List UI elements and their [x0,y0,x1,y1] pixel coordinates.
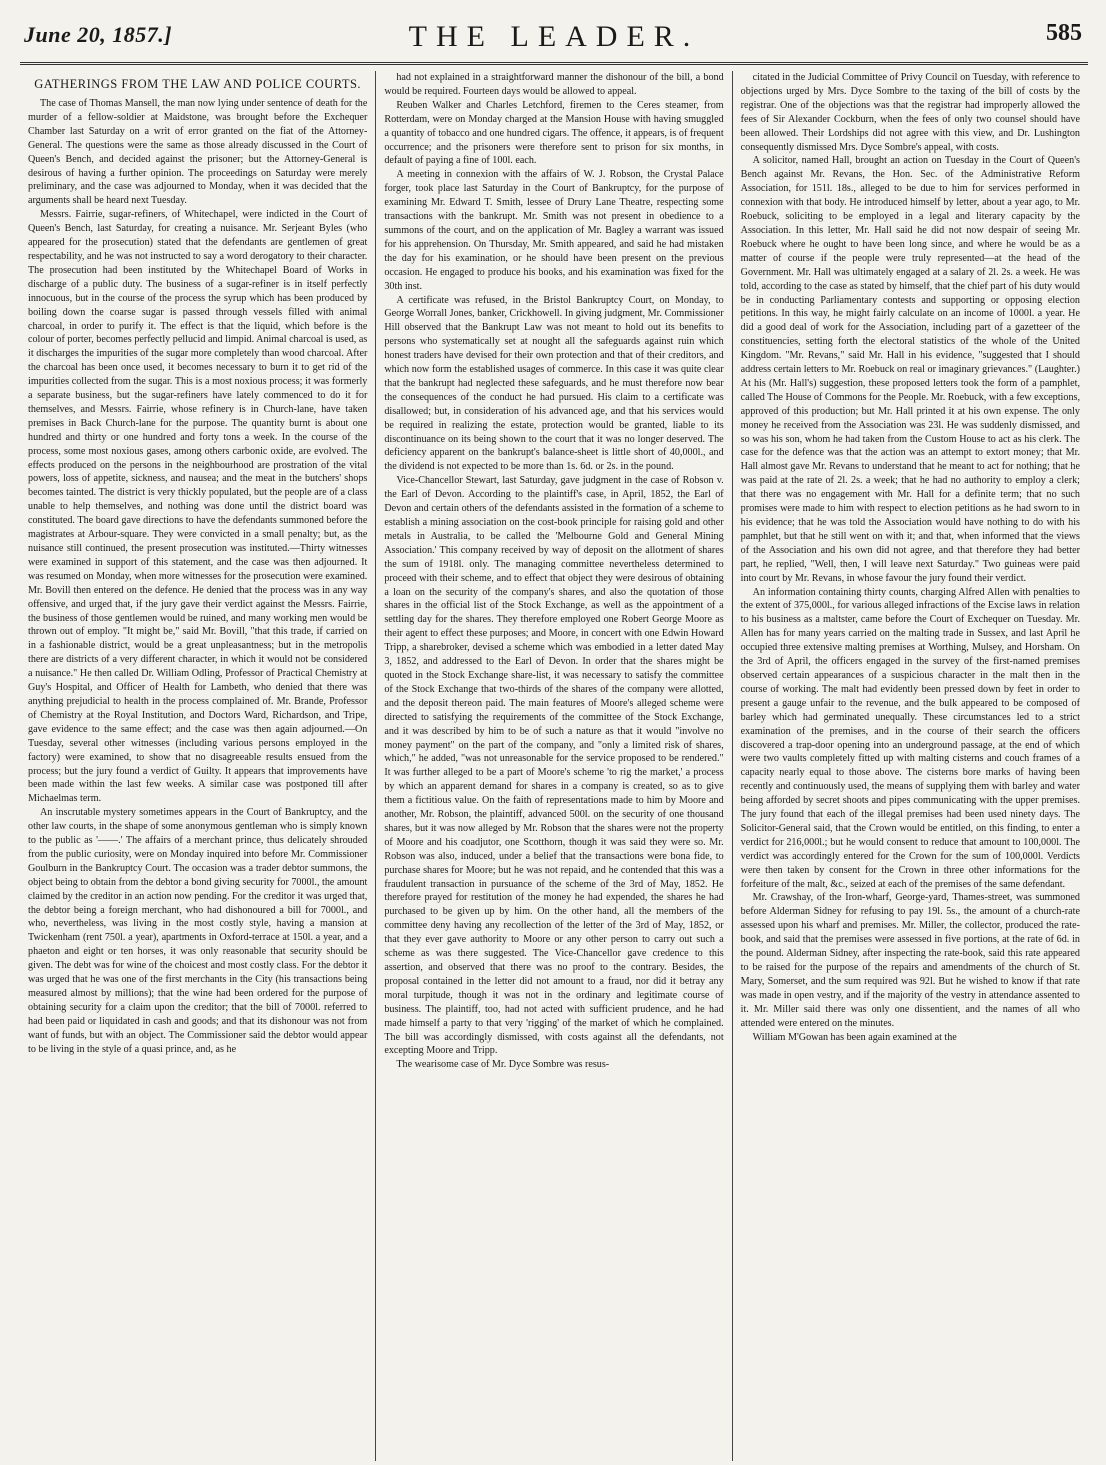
paragraph: Mr. Crawshay, of the Iron-wharf, George-yard, Thames-street, was summoned before Alderman Sidney for refusing to pay 19l. 5s., the amount of a church-rate assessed upon his wharf and premises. Mr. Miller, the collector, produced the rate-book, and said that the premises were assessed in five portions, at the rate of 6d. in the pound. Alderman Sidney, after inspecting the rate-book, said this rate appeared to be raised for the purpose of the repairs and amendments of the church of St. Mary, Somerset, and the sum required was 92l. But he wished to know if that rate was made in open vestry, and if the majority of the vestry in attendance assented to it. Mr. Miller said there was only one dissentient, and the names of all who attended were entered on the minutes. [740,892,1080,1029]
masthead [20,18,1088,65]
paragraph: had not explained in a straightforward manner the dishonour of the bill, a bond would be required. Fourteen days would be allowed to appeal. [384,72,724,97]
paragraph: An inscrutable mystery sometimes appears in the Court of Bankruptcy, and the other law courts, in the shape of some anonymous gentleman who is simply known to the public as '——.' The affairs of a merchant prince, thus delicately shrouded from the public curiosity, were on Monday inquired into before Mr. Commissioner Goulburn in the Bankruptcy Court. The occasion was a trader debtor summons, the object being to obtain from the debtor a bond giving security for 7000l., the amount claimed by the creditor in an action now pending. For the creditor it was urged that, the debtor being a foreign merchant, who had dishonoured a bill for 7000l., and who, nevertheless, was living in the most costly style, having a mansion at Twickenham (rent 750l. a year), apartments in Oxford-terrace at 150l. a year, and a phaeton and eight or ten horses, it was only reasonable that security should be given. The debt was for wine of the choicest and most costly class. For the debtor it was urged that he was one of the first merchants in the City (his transactions being measured almost by millions); that the wine had been ordered for the purpose of obtaining security for a claim upon the creditor; that the bill of 7000l. referred to had been paid or liquidated in cash and goods; and that its dishonour was not from want of funds, but with an object. The Commissioner said the debtor would appear to be living in the style of a quasi prince, and, as he [28,807,368,1055]
paragraph: A certificate was refused, in the Bristol Bankruptcy Court, on Monday, to George Worrall Jones, banker, Crickhowell. In giving judgment, Mr. Commissioner Hill observed that the Bankrupt Law was not meant to hold out its benefits to persons who systematically set at nought all the safeguards against ruin which honest traders have devised for their own protection and that of their creditors, and which now form the established usages of commerce. In this case it was quite clear that the bankrupt had neglected these safeguards, and he must therefore now bear the consequences of the conduct he had pursued. His claim to a certificate was disallowed; but, in consideration of his advanced age, and that his services would be required in realizing the estate, protection would be granted, liable to its discontinuance on its being shown to the court that it was no longer deserved. The deficiency apparent on the bankrupt's balance-sheet is little short of 40,000l., and the dividend is not expected to be more than 1s. 6d. or 2s. in the pound. [384,294,724,473]
column-1 [20,71,375,1461]
column-2 [375,71,731,1461]
paragraph: Reuben Walker and Charles Letchford, firemen to the Ceres steamer, from Rotterdam, were on Monday charged at the Mansion House with having smuggled a quantity of tobacco and one hundred cigars. The offence, it appears, is of frequent occurrence; and the prisoners were therefore sent to prison for six months, in default of paying a fine of 100l. each. [384,99,724,167]
paragraph: An information containing thirty counts, charging Alfred Allen with penalties to the extent of 375,000l., for various alleged infractions of the Excise laws in relation to his business as a maltster, came before the Court of Exchequer on Tuesday. Mr. Allen has for many years carried on the malting trade in Sussex, and last April he occupied three extensive malting premises at Worthing, Mulsey, and Horsham. On the 3rd of April, the officers engaged in the survey of the first-named premises observed certain appearances of a suspicious character in the malt then in the course of working. The malt had evidently been pressed down by feet in order to present a gauge unfair to the revenue, and the bulk appeared to be composed of barley which had germinated unequally. These circumstances led to a strict examination of the premises, and in the course of their search the officers discovered a trap-door opening into an underground passage, at the end of which were two vaults completely fitted up with malting cisterns and couch frames of a capacity nearly equal to those above. The cisterns bore marks of having been recently and continuously used, the means of supplying them with barley and water being afforded by secret shoots and pipes communicating with the upper premises. The jury found that each of the illegal premises had been used ninety days. The Solicitor-General said, that the Crown would be entitled, on this finding, to enter a verdict for 216,000l.; but he would consent to reduce that amount to 100,000l. The verdict was accordingly entered for the Crown for the sum of 100,000l. Verdicts were then taken by consent for the Crown in three other informations for the forfeiture of the malt, &c., seized at each of the premises of the same defendant. [740,586,1080,890]
paragraph: William M'Gowan has been again examined at the [752,1031,957,1043]
paragraph: A meeting in connexion with the affairs of W. J. Robson, the Crystal Palace forger, took place last Saturday in the Court of Bankruptcy, for the purpose of examining Mr. Edward T. Smith, lessee of Drury Lane Theatre, respecting some transactions with the bankrupt. Mr. Smith was not present in obedience to a summons of the court, and on the application of Mr. Bagley a warrant was issued for his apprehension. On Thursday, Mr. Smith appeared, and said he had mistaken the day for his examination, or he should have been present on the previous occasion. He engaged to produce his books, and his examination was fixed for the 30th inst. [384,169,724,292]
paragraph: Messrs. Fairrie, sugar-refiners, of Whitechapel, were indicted in the Court of Queen's Bench, last Saturday, for creating a nuisance. Mr. Serjeant Byles (who appeared for the prosecution) stated that the defendants are gentlemen of great respectability, and he was not instructed to say a word derogatory to their character. The prosecution had been instituted by the Whitechapel Board of Works in discharge of a public duty. The business of a sugar-refiner is in itself perfectly innocuous, but in the course of the process the syrup which has been produced by boiling down the coarse sugar is passed through vessels filled with animal charcoal, in order to purify it. The effect is that the liquid, which before is the colour of porter, becomes perfectly pellucid and limpid. Animal charcoal is used, as it discharges the impurities of the sugar more completely than wood charcoal. After the charcoal has been once used, it becomes necessary to burn it to get rid of the impurities collected from the sugar. This is a most noxious process; it was formerly a separate business, but the sugar-refiners have lately commenced to do it for themselves, and Messrs. Fairrie, whose refinery is in Church-lane, have taken premises in Back Church-lane for the purpose. The quantity burnt is about one hundred and thirty or one hundred and forty tons a week. In the course of the process, some most noxious gases, among others carbonic oxide, are evolved. The effects produced on the persons in the neighbourhood are prostration of the vital powers, loss of appetite, sickness, and nausea; and the meat in the butchers' shops becomes tainted. The district is very thickly populated, but the people are of a class unable to help themselves, and nothing was done until the district board was constituted. The board gave directions to have the defendants summoned before the magistrates at Arbour-square. They were convicted in a small penalty; but, as the nuisance still continued, the present prosecution was instituted.—Thirty witnesses were examined in support of this statement, and the case was then adjourned. It was resumed on Monday, when more witnesses for the prosecution were examined. Mr. Bovill then entered on the defence. He denied that the process was in any way offensive, and urged that, if the jury gave their verdict against the Messrs. Fairrie, the business of those gentlemen would be ruined, and many working men would be thrown out of employ. "It might be," said Mr. Bovill, "that this trade, if carried on in a fashionable district, would be a great unpleasantness; but in the metropolis there are districts of a very different character, in which it would not be considered a nuisance." He then called Dr. William Odling, Professor of Practical Chemistry at Guy's Hospital, and Officer of Health for Lambeth, who denied that there was anything prejudicial to health in the process complained of. Mr. Brande, Professor of Chemistry at the Royal Institution, and Doctors Ward, Richardson, and Tripe, gave evidence to the same effect; and the case was then again adjourned.—On Tuesday, several other witnesses (including various persons employed in the factory) were examined, to show that no disagreeable results ensued from the process; but the jury found a verdict of Guilty. It appears that improvements have been made within the last few weeks. A similar case was postponed till after Michaelmas term. [28,209,368,805]
article-heading: GATHERINGS FROM THE LAW AND POLICE COURTS. [34,77,362,91]
paragraph: Vice-Chancellor Stewart, last Saturday, gave judgment in the case of Robson v. the Earl of Devon. According to the plaintiff's case, in April, 1852, the Earl of Devon and certain others of the defendants assisted in the formation of a scheme to establish a mining association on the cost-book principle for raising gold and other metals in Australia, to be called the 'Melbourne Gold and General Mining Association.' This company received by way of deposit on the allotment of shares the sum of 1918l. only. The managing committee nevertheless determined to proceed with their scheme, and to effect that object they were desirous of obtaining a loan on the security of the company's shares, and also the quotation of those shares in the official list of the Stock Exchange, as well as the appointment of a settling day for the shares. They therefore employed one Robert George Moore as their agent to effect these purposes; and Moore, in concert with one Edwin Howard Tripp, a sharebroker, devised a scheme which was embodied in a letter dated May 3, 1852, and addressed to the Earl of Devon. In order that the shares might be quoted in the Stock Exchange share-list, it was necessary to satisfy the committee of the Stock Exchange that two-thirds of the shares of the company were allotted, and the deposit thereon paid. The main features of Moore's alleged scheme were directed to satisfying the requirements of the committee of the Stock Exchange, and it was described by him to be of such a nature as that it would "involve no money payment" on the part of the company, and "only a limited risk of shares, which," he added, "was not unreasonable for the service proposed to be rendered." It was further alleged to be a part of Moore's scheme 'to rig the market,' a process by which an apparent demand for shares in a company is created, so as to give them a fictitious value. On the faith of representations made to him by Moore and another, Mr. Robson, the plaintiff, advanced 500l. on the security of one thousand shares, but it was now alleged by Mr. Robson that the shares were not the property of Moore and his coadjutor, one Scotthorn, though it was said they were so. Mr. Robson was also, induced, under a belief that the transactions were bona fide, to purchase shares for Moore; but he was not repaid, and he contended that this was a fraudulent transaction in pursuance of the scheme of the 3rd of May, 1852. He therefore prayed for restitution of the money he had expended, the shares he had purchased to be given up by him. On the other hand, all the members of the committee deny having any recollection of the letter of the 3rd of May, 1852, or that they ever gave authority to Moore or any other person to carry out such a scheme as was there suggested. The Vice-Chancellor gave credence to this assertion, and observed that there was no proof to the contrary. Besides, the proposal contained in the letter did not amount to a fraud, nor did it betray any moral turpitude, though it was not in the ordinary and legitimate course of business. The plaintiff, too, had not acted with sufficient prudence, and he had made himself a party to that very 'rigging' of the market of which he complained. The bill was accordingly dismissed, with costs against all the defendants, not excepting Moore and Tripp. [384,475,724,1057]
page-number: 585 [1046,20,1082,46]
column-3 [732,71,1088,1461]
paragraph: citated in the Judicial Committee of Privy Council on Tuesday, with reference to objections urged by Mrs. Dyce Sombre to the taxing of the bill of costs by the registrar. One of the objections was that the registrar had improperly allowed the fees of Sir Alexander Cockburn, when the fees of only two counsel should have been allowed. Their Lordships did not agree with this view, and Dr. Lushington consequently dismissed Mrs. Dyce Sombre's appeal, with costs. [740,72,1080,153]
publication-title: THE LEADER. [408,20,700,53]
paragraph: The wearisome case of Mr. Dyce Sombre was resus- [396,1059,610,1071]
text-columns [20,71,1088,1461]
paragraph: The case of Thomas Mansell, the man now lying under sentence of death for the murder of a fellow-soldier at Maidstone, was brought before the Exchequer Chamber last Saturday on a writ of error granted on the fiat of the Attorney-General. The questions were the same as those already discussed in the Court of Queen's Bench, and decided against the prisoner; but the Attorney-General is desirous of having a further opinion. The proceedings on Saturday were merely preliminary, and the case was adjourned to Monday, when it was decided that the arguments shall be heard next Tuesday. [28,98,368,207]
issue-date: June 20, 1857.] [24,22,173,47]
paragraph: A solicitor, named Hall, brought an action on Tuesday in the Court of Queen's Bench against Mr. Revans, the Hon. Sec. of the Administrative Reform Association, for 151l. 18s., alleged to be due to him for services performed in connexion with that body. He introduced himself by letter, about a year ago, to Mr. Roebuck, soliciting to be employed in a legal and literary capacity by the Association. In this letter, Mr. Hall said he did not now despair of seeing Mr. Roebuck where he ought to have been long since, and where he would be as a matter of course if the people were truly represented—at the head of the Government. Mr. Hall was ultimately engaged at a salary of 2l. 2s. a week. He was told, according to the case as stated by himself, that the chief part of his duty would be in conducting Parliamentary contests and supporting or opposing election petitions. In this way, he might fairly calculate on an income of 1000l. a year. He did a good deal of work for the Association, including part of a gazetteer of the constituencies, setting forth the electoral statistics of the whole of the United Kingdom. "Mr. Revans," said Mr. Hall in his evidence, "suggested that I should address certain letters to Mr. Roebuck on real or imaginary grievances." (Laughter.) At his (Mr. Hall's) suggestion, these proposed letters took the form of a pamphlet, called The House of Commons for the People. Mr. Roebuck, with a few exceptions, approved of this production; but Mr. Hall printed it at his own expense. The only money he received from the Association was 23l. He was suddenly dismissed, and so was his son, whom he had taken from the Custom House to act as his clerk. The case for the defence was that the action was an attempt to extort money; that Mr. Hall almost gave Mr. Revans to understand that he meant to act for nothing; that he was paid at the rate of 2l. 2s. a week; that he had no authority to employ a clerk; that there was no engagement with Mr. Hall for a definite term; that no such promises were made to him with respect to election petitions as he had sworn to in his evidence; that he was told the Association would have nothing to do with his pamphlet, but that he still went on with it; and that, when informed that the views of the Association and his own did not agree, and that therefore they had better part, he replied, "Well, then, I will leave next Saturday." Two guineas were paid into court by Mr. Revans, in whose favour the jury found their verdict. [740,155,1080,584]
